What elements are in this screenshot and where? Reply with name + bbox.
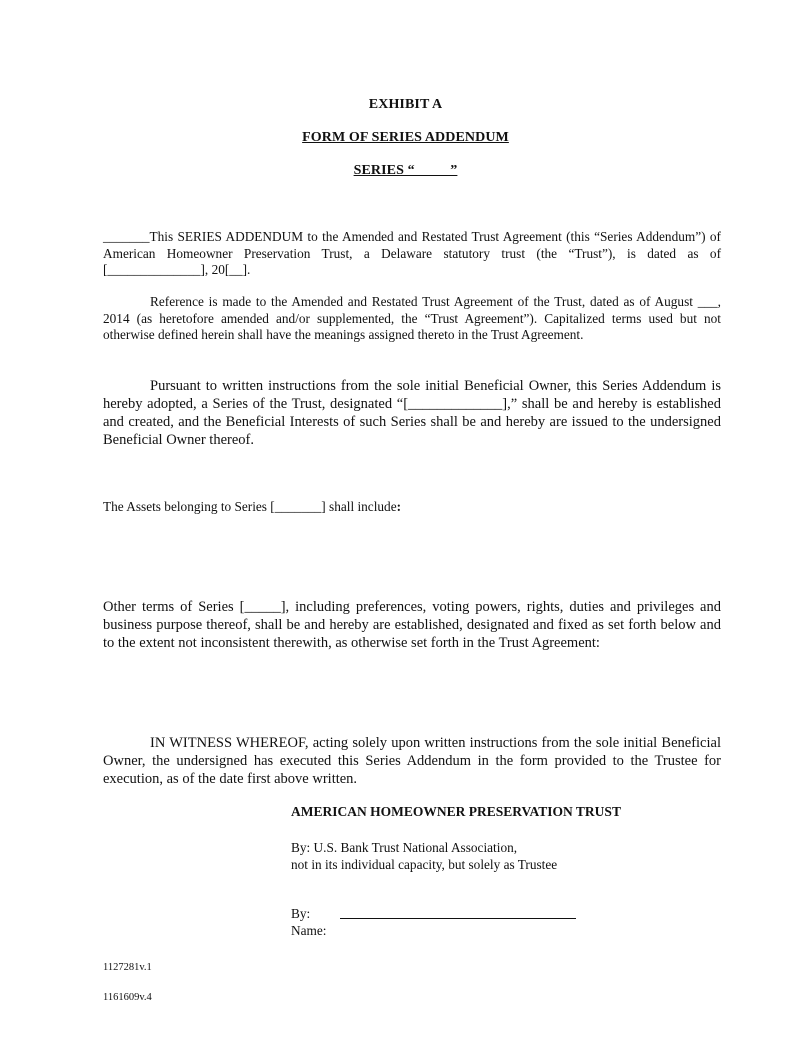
reference-paragraph: Reference is made to the Amended and Restated Trust Agreement of the Trust, dated as of August ___, 2014 (as heretofore amended and/or supplemented, the “Trust Agreement”). Capitalized terms used but not otherwise defined herein shall have the meanings assigned thereto in the Trust Agreement. xyxy=(103,294,721,343)
by-label: By: xyxy=(291,906,311,921)
assets-paragraph xyxy=(103,499,721,516)
witness-paragraph: IN WITNESS WHEREOF, acting solely upon written instructions from the sole initial Beneficial Owner, the undersigned has executed this Series Addendum in the form provided to the Trustee for execution, as of the date first above written. xyxy=(103,735,721,787)
intro-paragraph: _______This SERIES ADDENDUM to the Amended and Restated Trust Agreement (this “Series Addendum”) of American Homeowner Preservation Trust, a Delaware statutory trust (the “Trust”), is dated as of [______________], 20[__]. xyxy=(103,229,721,278)
signature-entity: AMERICAN HOMEOWNER PRESERVATION TRUST xyxy=(291,804,621,819)
name-label: Name: xyxy=(291,923,327,938)
exhibit-heading: EXHIBIT A xyxy=(368,97,443,112)
assets-colon: : xyxy=(396,499,402,514)
pursuant-paragraph: Pursuant to written instructions from the sole initial Beneficial Owner, this Series Addendum is hereby adopted, a Series of the Trust, designated “[_____________],” shall be and hereby is established and created, and the Beneficial Interests of such Series shall be and hereby are issued to the undersigned Beneficial Owner thereof. xyxy=(103,378,721,448)
trustee-line: By: U.S. Bank Trust National Association, xyxy=(291,840,518,855)
form-title: FORM OF SERIES ADDENDUM xyxy=(302,130,509,145)
capacity-line: not in its individual capacity, but solely as Trustee xyxy=(291,857,558,872)
document-id-1: 1127281v.1 xyxy=(103,962,152,973)
document-id-2: 1161609v.4 xyxy=(103,992,152,1003)
assets-text: The Assets belonging to Series [_______] shall include xyxy=(103,499,397,514)
other-terms-paragraph: Other terms of Series [_____], including preferences, voting powers, rights, duties and privileges and business purpose thereof, shall be and hereby are established, designated and fixed as set forth below and to the extent not inconsistent therewith, as otherwise set forth in the Trust Agreement: xyxy=(103,599,721,651)
series-heading: SERIES “ ____ ” xyxy=(353,163,458,178)
signature-line[interactable] xyxy=(340,918,576,919)
